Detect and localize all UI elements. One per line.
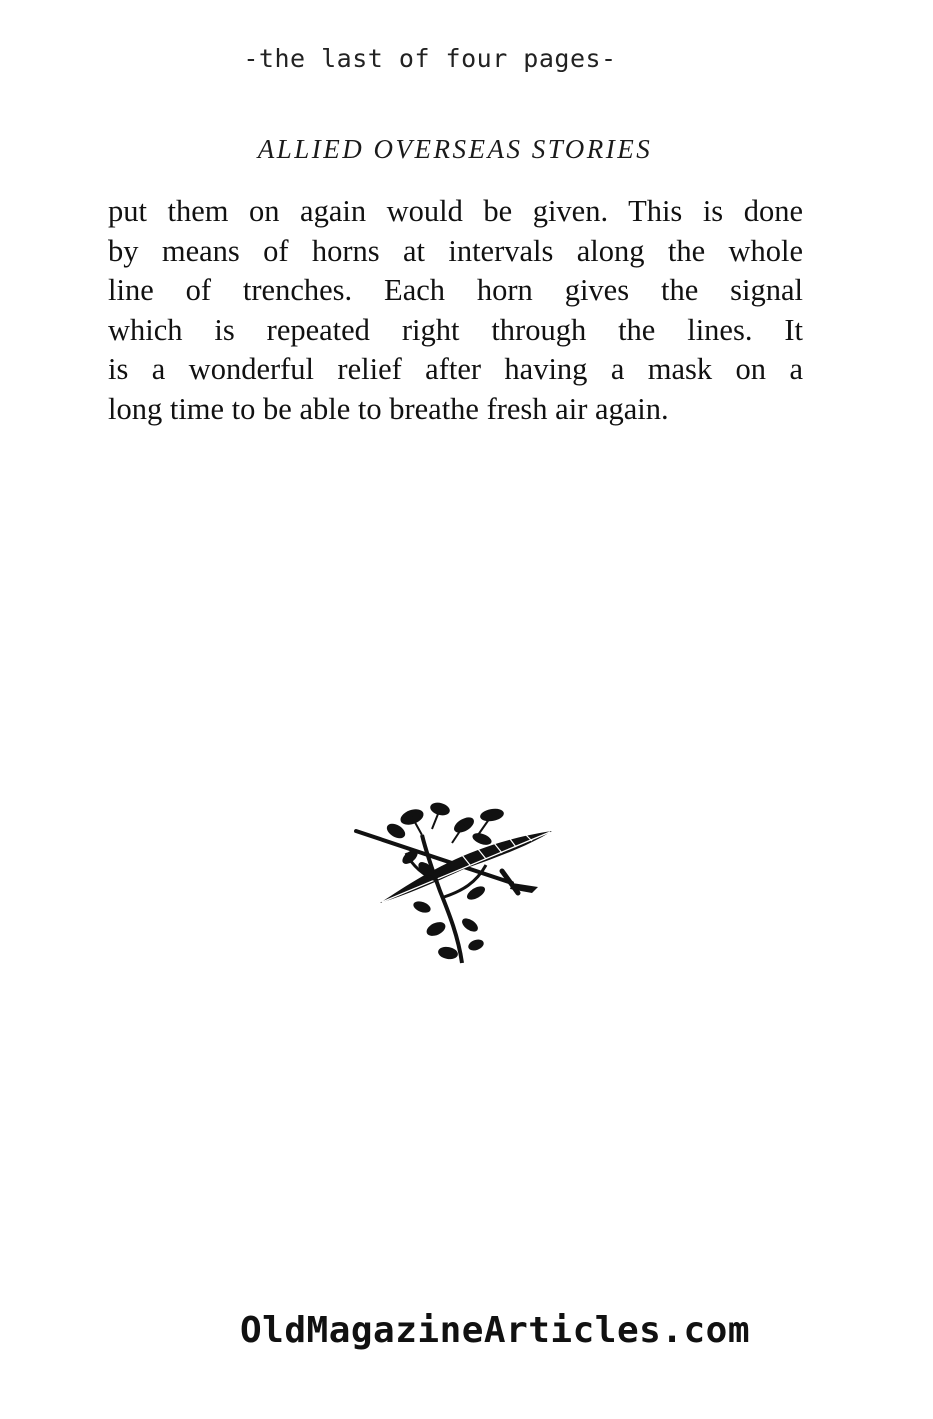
body-line: is a wonderful relief after having a mask on a [108, 352, 803, 386]
body-line: line of trenches. Each horn gives the signal [108, 273, 803, 307]
body-line: which is repeated right through the lines. It [108, 312, 803, 347]
site-watermark: OldMagazineArticles.com [240, 1310, 750, 1351]
running-head: ALLIED OVERSEAS STORIES [257, 134, 653, 164]
quill-and-sword-wreath-icon [352, 795, 558, 967]
article-body [108, 192, 803, 429]
page-note: -the last of four pages- [243, 44, 617, 73]
body-line: by means of horns at intervals along the whole [108, 233, 803, 268]
body-line: long time to be able to breathe fresh air again. [108, 391, 669, 426]
body-line: put them on again would be given. This is done [108, 194, 803, 228]
